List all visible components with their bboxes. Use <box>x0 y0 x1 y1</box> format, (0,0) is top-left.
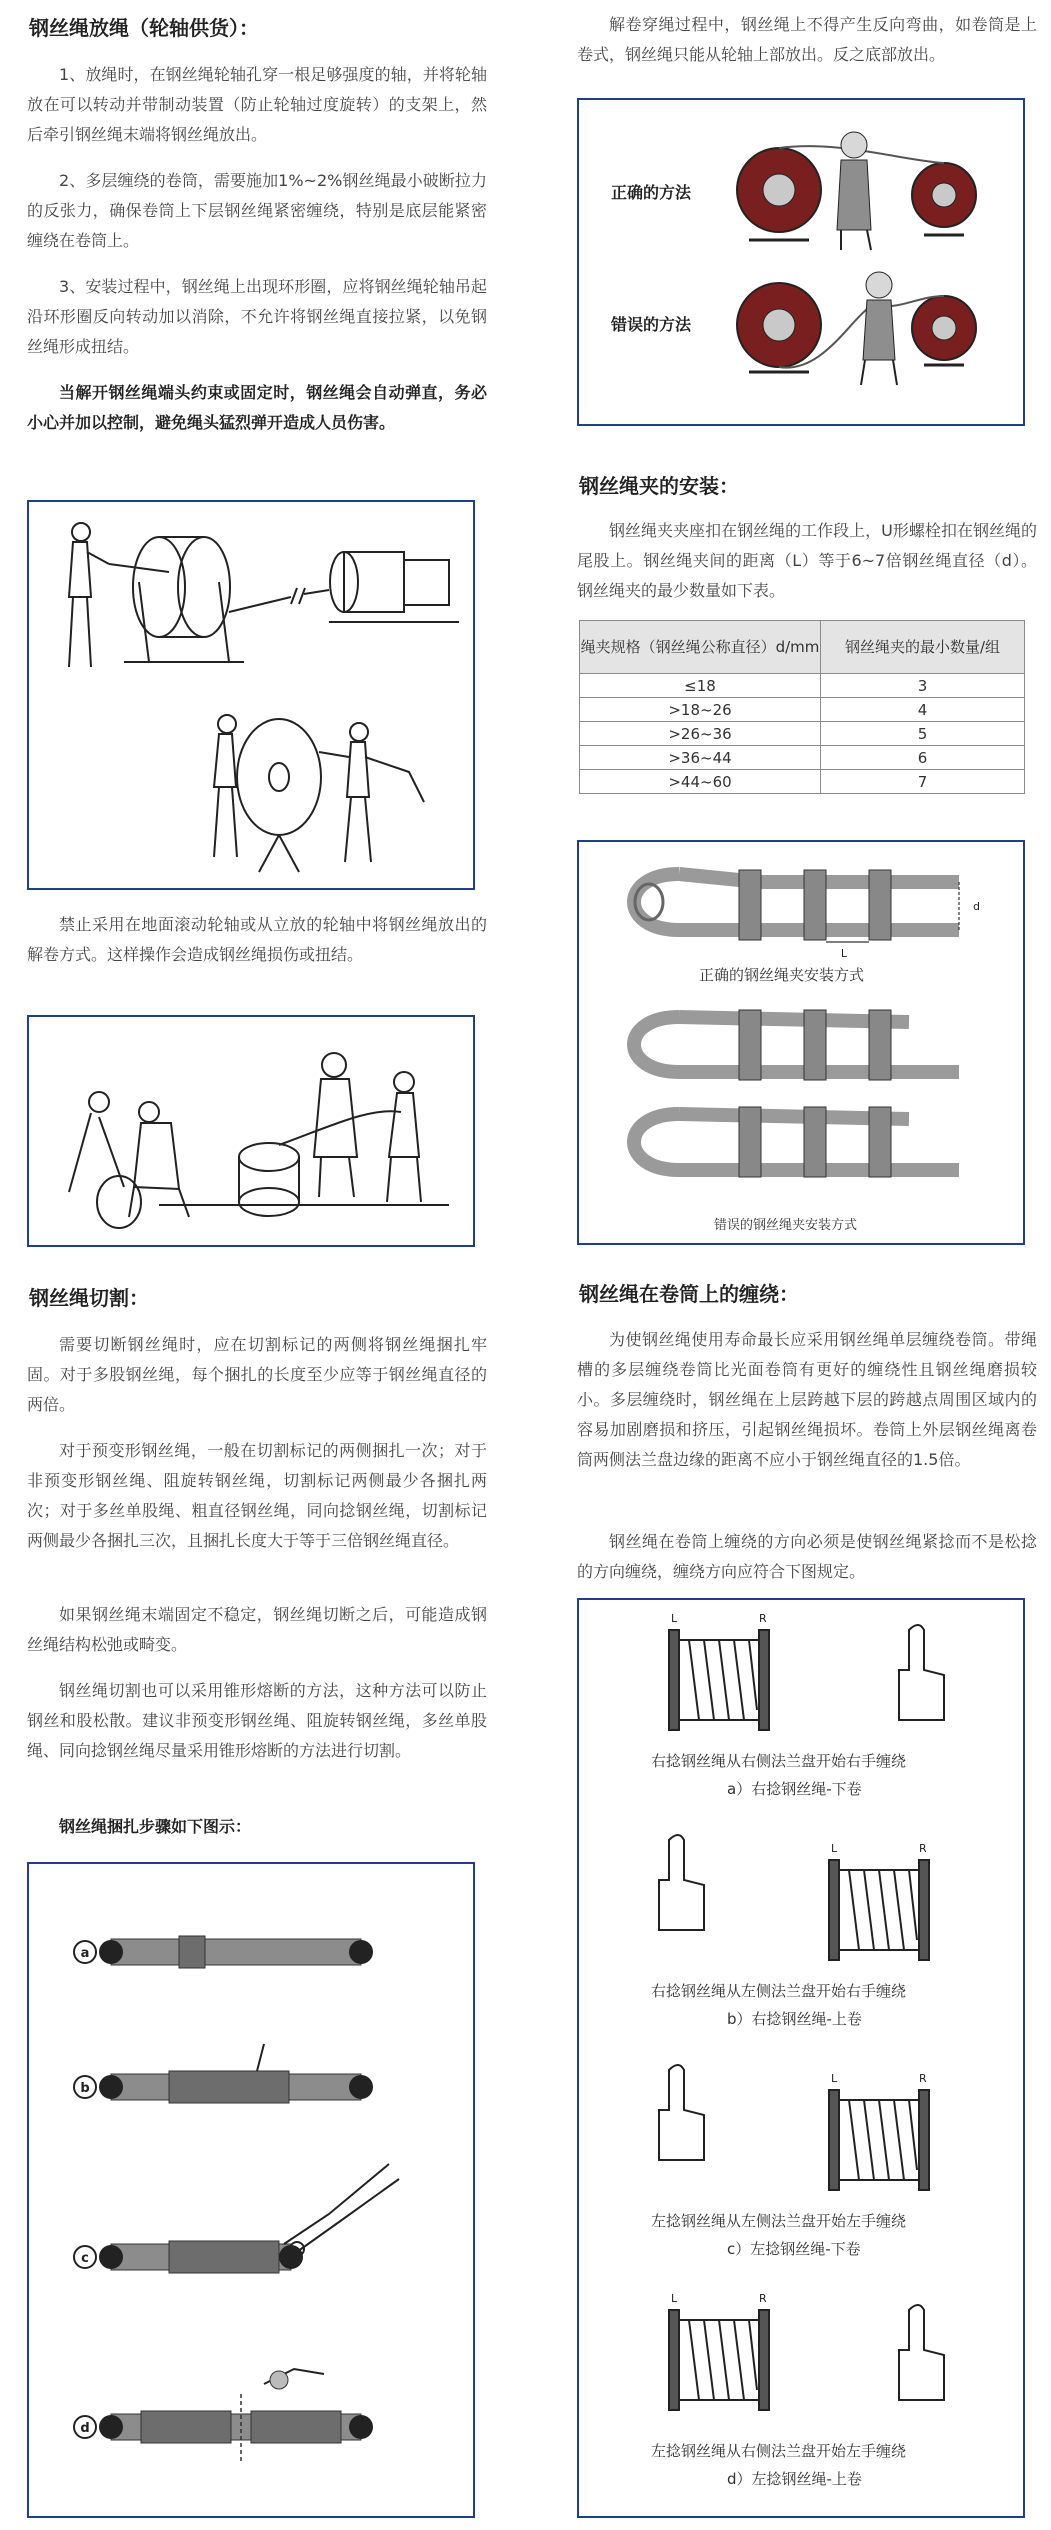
forbidden-unreeling-illustration <box>27 1015 475 1247</box>
winding-sub-a: a）右捻钢丝绳-下卷 <box>727 1780 862 1798</box>
table-row <box>580 770 1025 794</box>
table-cell: >36~44 <box>580 746 821 770</box>
bending-method-drawing <box>579 100 1027 428</box>
table-cell: 7 <box>821 770 1025 794</box>
paragraph: 1、放绳时，在钢丝绳轮轴孔穿一根足够强度的轴，并将轮轴放在可以转动并带制动装置（防止轮轴过度旋转）的支架上，然后牵引钢丝绳末端将钢丝绳放出。 <box>27 65 487 144</box>
clip-correct-caption: 正确的钢丝绳夹安装方式 <box>699 966 865 984</box>
paragraph: 需要切断钢丝绳时，应在切割标记的两侧将钢丝绳捆扎牢固。对于多股钢丝绳，每个捆扎的长度至少应等于钢丝绳直径的两倍。 <box>27 1335 487 1414</box>
winding-desc-c: 左捻钢丝绳从左侧法兰盘开始左手缠绕 <box>651 2212 907 2230</box>
unreeling-drawing <box>29 502 477 892</box>
winding-sub-d: d）左捻钢丝绳-上卷 <box>727 2470 862 2488</box>
table-row <box>580 674 1025 698</box>
paragraph: 钢丝绳切割也可以采用锥形熔断的方法，这种方法可以防止钢丝和股松散。建议非预变形钢丝绳、阻旋转钢丝绳，多丝单股绳、同向捻钢丝绳尽量采用锥形熔断的方法进行切割。 <box>27 1681 487 1760</box>
paragraph: 对于预变形钢丝绳，一般在切割标记的两侧捆扎一次；对于非预变形钢丝绳、阻旋转钢丝绳，切割标记两侧最少各捆扎两次；对于多丝单股绳、粗直径钢丝绳，同向捻钢丝绳，切割标记两侧最少各捆扎三次，且捆扎长度大于等于三倍钢丝绳直径。 <box>27 1441 487 1550</box>
table-row <box>580 746 1025 770</box>
section-title-drum-winding: 钢丝绳在卷筒上的缠绕： <box>579 1282 799 1306</box>
clip-quantity-table <box>579 620 1025 794</box>
winding-drawing <box>579 1600 1027 2520</box>
table-cell: 4 <box>821 698 1025 722</box>
table-cell: >18~26 <box>580 698 821 722</box>
left-flange-label: L <box>831 2072 838 2085</box>
winding-sub-b: b）右捻钢丝绳-上卷 <box>727 2010 862 2028</box>
rope-diameter-label: d <box>973 900 980 913</box>
unreeling-illustration <box>27 500 475 890</box>
table-header: 绳夹规格（钢丝绳公称直径）d/mm <box>580 621 821 674</box>
left-flange-label: L <box>671 2292 678 2305</box>
right-flange-label: R <box>919 2072 927 2085</box>
forbidden-drawing <box>29 1017 477 1249</box>
table-row <box>580 722 1025 746</box>
section-title-clip-install: 钢丝绳夹的安装： <box>579 474 739 498</box>
paragraph: 为使钢丝绳使用寿命最长应采用钢丝绳单层缠绕卷筒。带绳槽的多层缠绕卷筒比光面卷筒有更好的缠绕性且钢丝绳磨损较小。多层缠绕时，钢丝绳在上层跨越下层的跨越点周围区域内的容易加剧磨损和挤压，引起钢丝绳损坏。卷筒上外层钢丝绳离卷筒两侧法兰盘边缘的距离不应小于钢丝绳直径的1.5倍。 <box>577 1330 1037 1469</box>
section-title-unreeling: 钢丝绳放绳（轮轴供货）： <box>29 16 259 40</box>
winding-direction-illustration <box>577 1598 1025 2518</box>
table-header: 钢丝绳夹的最小数量/组 <box>821 621 1025 674</box>
right-flange-label: R <box>759 1612 767 1625</box>
table-row <box>580 698 1025 722</box>
paragraph: 解卷穿绳过程中，钢丝绳上不得产生反向弯曲，如卷筒是上卷式，钢丝绳只能从轮轴上部放出。反之底部放出。 <box>577 15 1037 64</box>
section-title-cutting: 钢丝绳切割： <box>29 1286 149 1310</box>
winding-desc-b: 右捻钢丝绳从左侧法兰盘开始右手缠绕 <box>651 1982 907 2000</box>
paragraph: 2、多层缠绕的卷筒，需要施加1%~2%钢丝绳最小破断拉力的反张力，确保卷筒上下层钢丝绳紧密缠绕，特别是底层能紧密缠绕在卷筒上。 <box>27 171 487 250</box>
paragraph: 钢丝绳夹夹座扣在钢丝绳的工作段上，U形螺栓扣在钢丝绳的尾股上。钢丝绳夹间的距离（L）等于6~7倍钢丝绳直径（d）。钢丝绳夹的最少数量如下表。 <box>577 521 1037 600</box>
table-cell: >26~36 <box>580 722 821 746</box>
step-label: d <box>80 2421 90 2436</box>
winding-desc-d: 左捻钢丝绳从右侧法兰盘开始左手缠绕 <box>651 2442 907 2460</box>
winding-sub-c: c）左捻钢丝绳-下卷 <box>727 2240 861 2258</box>
clip-spacing-label: L <box>840 947 848 960</box>
table-cell: 3 <box>821 674 1025 698</box>
left-flange-label: L <box>831 1842 838 1855</box>
left-flange-label: L <box>671 1612 678 1625</box>
table-cell: 5 <box>821 722 1025 746</box>
step-label: c <box>81 2251 89 2266</box>
correct-method-label: 正确的方法 <box>611 183 692 202</box>
paragraph: 3、安装过程中，钢丝绳上出现环形圈，应将钢丝绳轮轴吊起沿环形圈反向转动加以消除，不允许将钢丝绳直接拉紧，以免钢丝绳形成扭结。 <box>27 277 487 356</box>
seizing-steps-heading: 钢丝绳捆扎步骤如下图示： <box>59 1817 252 1836</box>
wrong-method-label: 错误的方法 <box>611 315 692 334</box>
step-label: a <box>80 1946 90 1961</box>
seizing-steps-drawing <box>29 1864 477 2520</box>
warning-paragraph: 当解开钢丝绳端头约束或固定时，钢丝绳会自动弹直，务必小心并加以控制，避免绳头猛烈弹开造成人员伤害。 <box>27 383 487 432</box>
winding-desc-a: 右捻钢丝绳从右侧法兰盘开始右手缠绕 <box>651 1752 907 1770</box>
paragraph: 钢丝绳在卷筒上缠绕的方向必须是使钢丝绳紧捻而不是松捻的方向缠绕，缠绕方向应符合下图规定。 <box>577 1532 1037 1581</box>
rope-a <box>111 1939 361 1965</box>
paragraph: 禁止采用在地面滚动轮轴或从立放的轮轴中将钢丝绳放出的解卷方式。这样操作会造成钢丝绳损伤或扭结。 <box>27 915 487 964</box>
clip-install-illustration <box>577 840 1025 1245</box>
table-cell: 6 <box>821 746 1025 770</box>
paragraph: 如果钢丝绳末端固定不稳定，钢丝绳切断之后，可能造成钢丝绳结构松弛或畸变。 <box>27 1605 487 1654</box>
step-label: b <box>80 2081 90 2096</box>
right-flange-label: R <box>919 1842 927 1855</box>
table-cell: ≤18 <box>580 674 821 698</box>
seizing-steps-illustration <box>27 1862 475 2518</box>
bending-method-illustration <box>577 98 1025 426</box>
table-cell: >44~60 <box>580 770 821 794</box>
clip-wrong-caption: 错误的钢丝绳夹安装方式 <box>714 1218 858 1233</box>
right-flange-label: R <box>759 2292 767 2305</box>
clip-drawing <box>579 842 1027 1247</box>
